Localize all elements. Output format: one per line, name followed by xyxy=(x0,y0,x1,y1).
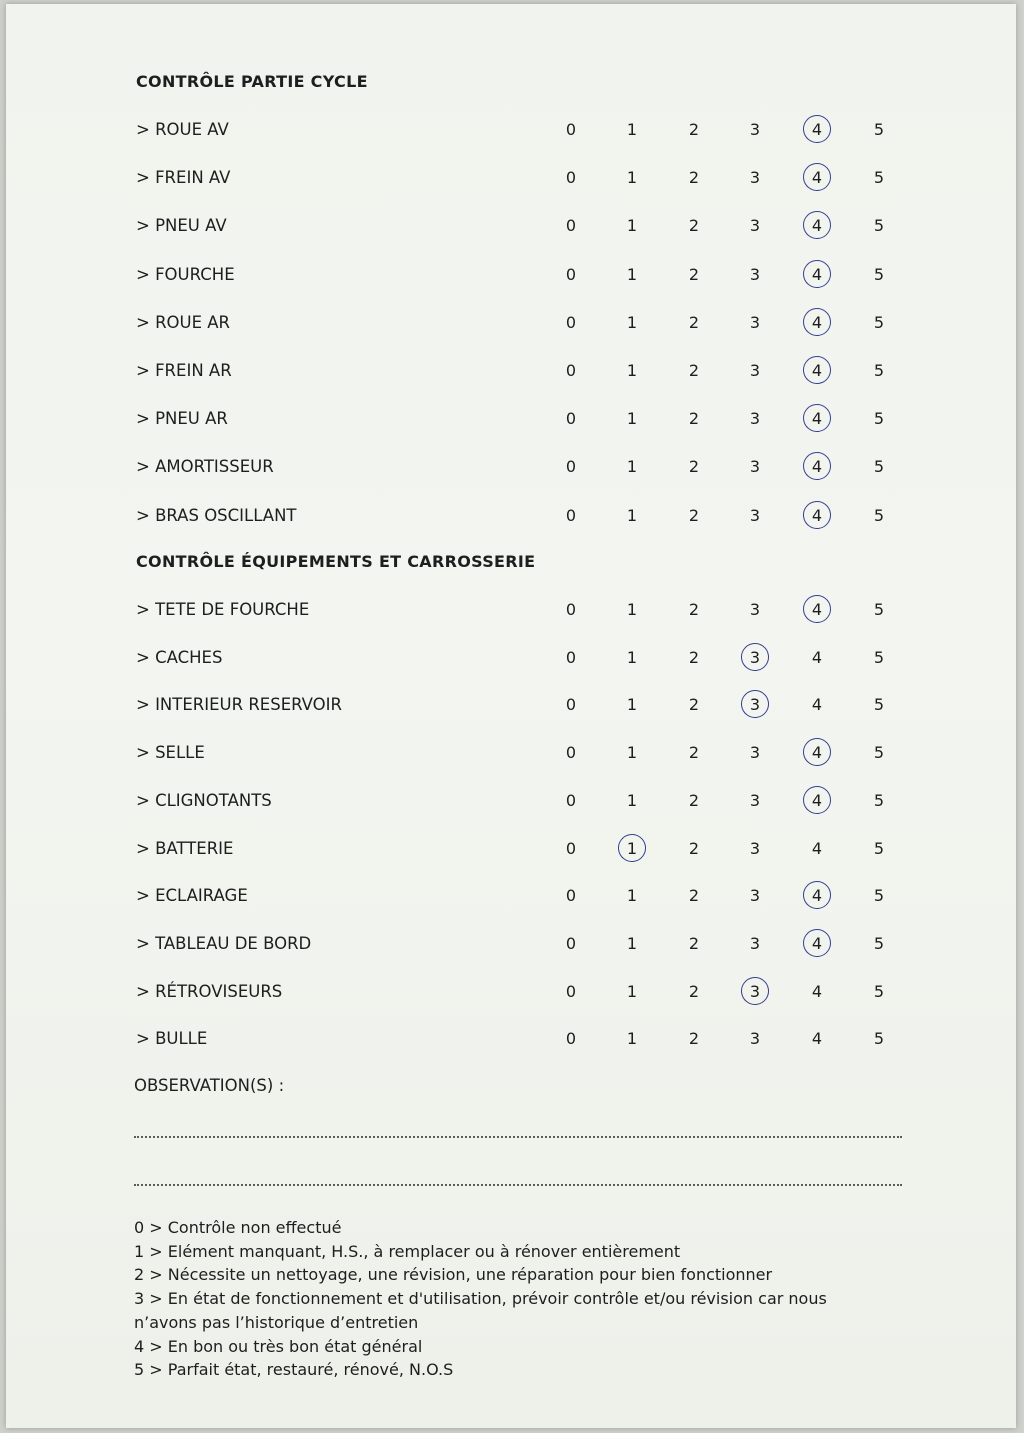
score-number: 3 xyxy=(749,838,761,858)
score-number: 4 xyxy=(811,886,823,906)
score-option-5[interactable] xyxy=(864,1027,894,1051)
score-number: 5 xyxy=(873,886,885,906)
score-number: 5 xyxy=(873,695,885,715)
score-legend xyxy=(134,1216,904,1382)
score-number: 4 xyxy=(811,790,823,810)
score-option-5[interactable] xyxy=(864,504,894,528)
score-option-0[interactable] xyxy=(556,407,586,431)
score-option-2[interactable] xyxy=(679,118,709,142)
score-option-2[interactable] xyxy=(679,932,709,956)
score-option-4[interactable] xyxy=(802,598,832,622)
score-option-5[interactable] xyxy=(864,932,894,956)
score-option-0[interactable] xyxy=(556,1027,586,1051)
score-option-3[interactable] xyxy=(740,1027,770,1051)
score-option-4[interactable] xyxy=(802,980,832,1004)
score-number: 5 xyxy=(873,505,885,525)
rating-row-label: > ECLAIRAGE xyxy=(136,886,248,906)
score-option-5[interactable] xyxy=(864,263,894,287)
score-number: 3 xyxy=(749,933,761,953)
rating-row xyxy=(136,405,916,433)
score-number: 4 xyxy=(811,695,823,715)
score-option-3[interactable] xyxy=(740,263,770,287)
rating-row-label: > INTERIEUR RESERVOIR xyxy=(136,695,342,715)
score-number: 1 xyxy=(626,505,638,525)
score-number: 4 xyxy=(811,264,823,284)
score-option-3[interactable] xyxy=(740,837,770,861)
score-number: 2 xyxy=(688,1029,700,1049)
rating-row-label: > FOURCHE xyxy=(136,264,235,284)
score-number: 1 xyxy=(626,695,638,715)
legend-line: 4 > En bon ou très bon état général xyxy=(134,1336,423,1356)
legend-line: 5 > Parfait état, restauré, rénové, N.O.S xyxy=(134,1360,454,1380)
score-option-2[interactable] xyxy=(679,884,709,908)
score-number: 2 xyxy=(688,647,700,667)
score-option-3[interactable] xyxy=(740,311,770,335)
score-option-4[interactable] xyxy=(802,789,832,813)
score-number: 2 xyxy=(688,168,700,188)
form-page xyxy=(6,4,1016,1428)
score-option-4[interactable] xyxy=(802,359,832,383)
score-option-1[interactable] xyxy=(617,359,647,383)
score-option-5[interactable] xyxy=(864,214,894,238)
score-number: 3 xyxy=(749,981,761,1001)
score-number: 5 xyxy=(873,312,885,332)
score-number: 5 xyxy=(873,168,885,188)
score-number: 1 xyxy=(626,361,638,380)
score-option-1[interactable] xyxy=(617,741,647,765)
score-option-1[interactable] xyxy=(617,1027,647,1051)
score-option-1[interactable] xyxy=(617,789,647,813)
observation-line[interactable] xyxy=(134,1136,902,1138)
rating-row xyxy=(136,453,916,481)
rating-row-label: > ROUE AR xyxy=(136,312,231,332)
score-option-2[interactable] xyxy=(679,214,709,238)
score-option-4[interactable] xyxy=(802,311,832,335)
score-number: 5 xyxy=(873,790,885,810)
score-option-0[interactable] xyxy=(556,693,586,717)
score-option-3[interactable] xyxy=(740,598,770,622)
rating-row-label: > SELLE xyxy=(136,743,205,763)
score-number: 3 xyxy=(749,505,761,525)
score-number: 4 xyxy=(811,457,823,477)
score-number: 0 xyxy=(565,695,577,715)
score-number: 1 xyxy=(626,168,638,188)
score-option-2[interactable] xyxy=(679,741,709,765)
rating-row-label: > AMORTISSEUR xyxy=(136,457,274,477)
score-option-3[interactable] xyxy=(740,884,770,908)
score-option-3[interactable] xyxy=(740,504,770,528)
rating-row xyxy=(136,930,916,958)
score-number: 5 xyxy=(873,457,885,477)
score-option-1[interactable] xyxy=(617,504,647,528)
score-option-3[interactable] xyxy=(740,214,770,238)
score-number: 4 xyxy=(811,216,823,236)
score-number: 2 xyxy=(688,120,700,139)
score-option-4[interactable] xyxy=(802,118,832,142)
score-number: 2 xyxy=(688,409,700,429)
score-option-0[interactable] xyxy=(556,598,586,622)
score-option-3[interactable] xyxy=(740,359,770,383)
score-option-0[interactable] xyxy=(556,359,586,383)
rating-row xyxy=(136,596,916,624)
score-number: 0 xyxy=(565,457,577,477)
score-number: 2 xyxy=(688,505,700,525)
score-number: 4 xyxy=(811,933,823,953)
score-number: 4 xyxy=(811,409,823,429)
score-number: 1 xyxy=(626,933,638,953)
score-option-1[interactable] xyxy=(617,407,647,431)
score-number: 1 xyxy=(626,409,638,429)
score-number: 5 xyxy=(873,1029,885,1049)
score-option-3[interactable] xyxy=(740,789,770,813)
score-option-2[interactable] xyxy=(679,455,709,479)
rating-row-label: > ROUE AV xyxy=(136,120,229,139)
score-option-3[interactable] xyxy=(740,118,770,142)
rating-row-label: > FREIN AV xyxy=(136,168,231,188)
score-number: 2 xyxy=(688,838,700,858)
rating-row xyxy=(136,739,916,767)
section-title-cycle: CONTRÔLE PARTIE CYCLE xyxy=(136,72,368,91)
score-number: 3 xyxy=(749,647,761,667)
score-option-3[interactable] xyxy=(740,980,770,1004)
score-option-2[interactable] xyxy=(679,263,709,287)
score-option-4[interactable] xyxy=(802,837,832,861)
score-option-2[interactable] xyxy=(679,980,709,1004)
rating-row-label: > TETE DE FOURCHE xyxy=(136,600,310,619)
score-option-5[interactable] xyxy=(864,455,894,479)
score-number: 0 xyxy=(565,838,577,858)
rating-row-label: > PNEU AV xyxy=(136,216,227,236)
rating-row xyxy=(136,787,916,815)
rating-row xyxy=(136,691,916,719)
score-option-5[interactable] xyxy=(864,359,894,383)
score-number: 4 xyxy=(811,1029,823,1049)
rating-row xyxy=(136,261,916,289)
score-number: 5 xyxy=(873,933,885,953)
score-option-2[interactable] xyxy=(679,693,709,717)
score-option-1[interactable] xyxy=(617,263,647,287)
score-number: 1 xyxy=(626,264,638,284)
score-number: 0 xyxy=(565,361,577,380)
score-number: 4 xyxy=(811,505,823,525)
score-option-2[interactable] xyxy=(679,407,709,431)
score-option-2[interactable] xyxy=(679,598,709,622)
score-number: 4 xyxy=(811,838,823,858)
score-option-1[interactable] xyxy=(617,214,647,238)
score-number: 4 xyxy=(811,981,823,1001)
score-number: 0 xyxy=(565,1029,577,1049)
score-option-3[interactable] xyxy=(740,932,770,956)
score-number: 0 xyxy=(565,216,577,236)
score-number: 1 xyxy=(626,216,638,236)
score-number: 1 xyxy=(626,981,638,1001)
score-number: 0 xyxy=(565,312,577,332)
score-option-4[interactable] xyxy=(802,263,832,287)
section-title-equipment: CONTRÔLE ÉQUIPEMENTS ET CARROSSERIE xyxy=(136,552,536,571)
score-option-2[interactable] xyxy=(679,166,709,190)
score-option-3[interactable] xyxy=(740,166,770,190)
score-number: 4 xyxy=(811,600,823,619)
score-number: 0 xyxy=(565,505,577,525)
score-option-2[interactable] xyxy=(679,1027,709,1051)
score-number: 1 xyxy=(626,457,638,477)
score-number: 3 xyxy=(749,409,761,429)
score-number: 1 xyxy=(626,312,638,332)
score-option-5[interactable] xyxy=(864,118,894,142)
score-number: 4 xyxy=(811,361,823,380)
score-number: 2 xyxy=(688,695,700,715)
rating-row xyxy=(136,978,916,1006)
score-option-4[interactable] xyxy=(802,741,832,765)
score-option-3[interactable] xyxy=(740,693,770,717)
score-option-1[interactable] xyxy=(617,455,647,479)
score-number: 5 xyxy=(873,647,885,667)
score-option-4[interactable] xyxy=(802,646,832,670)
score-option-0[interactable] xyxy=(556,263,586,287)
score-option-0[interactable] xyxy=(556,646,586,670)
score-number: 2 xyxy=(688,600,700,619)
score-option-5[interactable] xyxy=(864,166,894,190)
score-option-0[interactable] xyxy=(556,311,586,335)
score-number: 2 xyxy=(688,264,700,284)
legend-line: n’avons pas l’historique d’entretien xyxy=(134,1312,419,1332)
score-number: 0 xyxy=(565,743,577,763)
score-option-5[interactable] xyxy=(864,598,894,622)
score-option-5[interactable] xyxy=(864,884,894,908)
score-number: 3 xyxy=(749,600,761,619)
score-number: 4 xyxy=(811,312,823,332)
legend-line: 1 > Elément manquant, H.S., à remplacer ou à rénover entièrement xyxy=(134,1241,681,1261)
score-number: 3 xyxy=(749,886,761,906)
score-number: 5 xyxy=(873,120,885,139)
score-option-4[interactable] xyxy=(802,455,832,479)
score-number: 3 xyxy=(749,264,761,284)
observation-line[interactable] xyxy=(134,1184,902,1186)
score-option-5[interactable] xyxy=(864,311,894,335)
score-option-1[interactable] xyxy=(617,166,647,190)
score-number: 1 xyxy=(626,1029,638,1049)
rating-row-label: > TABLEAU DE BORD xyxy=(136,933,312,953)
score-number: 2 xyxy=(688,933,700,953)
score-number: 0 xyxy=(565,981,577,1001)
score-option-4[interactable] xyxy=(802,166,832,190)
score-option-0[interactable] xyxy=(556,884,586,908)
score-number: 2 xyxy=(688,981,700,1001)
rating-row xyxy=(136,882,916,910)
score-option-1[interactable] xyxy=(617,598,647,622)
rating-row xyxy=(136,835,916,863)
score-option-0[interactable] xyxy=(556,455,586,479)
score-option-1[interactable] xyxy=(617,118,647,142)
score-number: 1 xyxy=(626,647,638,667)
score-option-3[interactable] xyxy=(740,455,770,479)
rating-row xyxy=(136,212,916,240)
score-number: 5 xyxy=(873,264,885,284)
score-option-0[interactable] xyxy=(556,504,586,528)
rating-row xyxy=(136,164,916,192)
score-number: 0 xyxy=(565,933,577,953)
observations-label: OBSERVATION(S) : xyxy=(134,1076,285,1095)
score-number: 1 xyxy=(626,120,638,139)
score-option-5[interactable] xyxy=(864,980,894,1004)
score-number: 0 xyxy=(565,168,577,188)
score-option-2[interactable] xyxy=(679,646,709,670)
score-option-1[interactable] xyxy=(617,646,647,670)
score-number: 3 xyxy=(749,695,761,715)
score-number: 1 xyxy=(626,600,638,619)
score-option-4[interactable] xyxy=(802,884,832,908)
score-option-5[interactable] xyxy=(864,646,894,670)
score-number: 3 xyxy=(749,120,761,139)
rating-row-label: > CLIGNOTANTS xyxy=(136,790,272,810)
rating-row-label: > BULLE xyxy=(136,1029,208,1049)
score-option-0[interactable] xyxy=(556,214,586,238)
score-number: 1 xyxy=(626,790,638,810)
score-number: 3 xyxy=(749,1029,761,1049)
legend-line: 0 > Contrôle non effectué xyxy=(134,1218,342,1237)
score-number: 2 xyxy=(688,216,700,236)
rating-row-label: > RÉTROVISEURS xyxy=(136,981,283,1001)
score-option-2[interactable] xyxy=(679,359,709,383)
score-option-2[interactable] xyxy=(679,837,709,861)
score-option-4[interactable] xyxy=(802,214,832,238)
score-option-0[interactable] xyxy=(556,118,586,142)
score-number: 5 xyxy=(873,600,885,619)
score-number: 2 xyxy=(688,886,700,906)
rating-row xyxy=(136,116,916,144)
score-number: 3 xyxy=(749,312,761,332)
score-option-5[interactable] xyxy=(864,789,894,813)
score-number: 3 xyxy=(749,216,761,236)
score-option-4[interactable] xyxy=(802,932,832,956)
score-number: 5 xyxy=(873,981,885,1001)
score-option-0[interactable] xyxy=(556,980,586,1004)
score-option-4[interactable] xyxy=(802,1027,832,1051)
score-option-1[interactable] xyxy=(617,932,647,956)
legend-line: 3 > En état de fonctionnement et d'utilisation, prévoir contrôle et/ou révision car nous xyxy=(134,1289,827,1309)
rating-row xyxy=(136,357,916,385)
score-option-5[interactable] xyxy=(864,407,894,431)
score-number: 0 xyxy=(565,790,577,810)
rating-row-label: > PNEU AR xyxy=(136,409,228,429)
rating-row xyxy=(136,309,916,337)
score-option-1[interactable] xyxy=(617,311,647,335)
score-number: 4 xyxy=(811,743,823,763)
score-option-4[interactable] xyxy=(802,407,832,431)
score-number: 3 xyxy=(749,457,761,477)
score-option-5[interactable] xyxy=(864,693,894,717)
rating-row xyxy=(136,644,916,672)
score-number: 5 xyxy=(873,838,885,858)
score-number: 0 xyxy=(565,886,577,906)
rating-row-label: > CACHES xyxy=(136,647,223,667)
legend-line: 2 > Nécessite un nettoyage, une révision, une réparation pour bien fonctionner xyxy=(134,1265,773,1285)
score-option-2[interactable] xyxy=(679,311,709,335)
score-option-1[interactable] xyxy=(617,837,647,861)
score-option-2[interactable] xyxy=(679,504,709,528)
rating-row-label: > FREIN AR xyxy=(136,361,232,380)
score-number: 2 xyxy=(688,312,700,332)
score-option-4[interactable] xyxy=(802,693,832,717)
score-number: 4 xyxy=(811,168,823,188)
score-number: 3 xyxy=(749,361,761,380)
rating-row xyxy=(136,1025,916,1053)
score-option-5[interactable] xyxy=(864,837,894,861)
score-number: 2 xyxy=(688,790,700,810)
score-number: 4 xyxy=(811,647,823,667)
score-option-0[interactable] xyxy=(556,166,586,190)
score-number: 3 xyxy=(749,743,761,763)
rating-row-label: > BATTERIE xyxy=(136,838,234,858)
score-number: 5 xyxy=(873,743,885,763)
score-number: 0 xyxy=(565,120,577,139)
score-number: 5 xyxy=(873,216,885,236)
score-option-0[interactable] xyxy=(556,741,586,765)
score-option-3[interactable] xyxy=(740,741,770,765)
score-number: 2 xyxy=(688,457,700,477)
score-option-3[interactable] xyxy=(740,407,770,431)
score-option-1[interactable] xyxy=(617,884,647,908)
score-number: 0 xyxy=(565,264,577,284)
score-option-4[interactable] xyxy=(802,504,832,528)
score-number: 0 xyxy=(565,600,577,619)
score-number: 0 xyxy=(565,647,577,667)
score-number: 1 xyxy=(626,743,638,763)
score-number: 4 xyxy=(811,120,823,139)
score-number: 1 xyxy=(626,886,638,906)
rating-row xyxy=(136,502,916,530)
score-option-0[interactable] xyxy=(556,932,586,956)
score-number: 2 xyxy=(688,743,700,763)
score-number: 0 xyxy=(565,409,577,429)
score-option-3[interactable] xyxy=(740,646,770,670)
score-option-2[interactable] xyxy=(679,789,709,813)
score-option-1[interactable] xyxy=(617,980,647,1004)
score-option-0[interactable] xyxy=(556,837,586,861)
score-number: 3 xyxy=(749,790,761,810)
score-number: 2 xyxy=(688,361,700,380)
score-option-5[interactable] xyxy=(864,741,894,765)
score-number: 5 xyxy=(873,361,885,380)
score-option-0[interactable] xyxy=(556,789,586,813)
score-number: 1 xyxy=(626,838,638,858)
score-number: 3 xyxy=(749,168,761,188)
score-number: 5 xyxy=(873,409,885,429)
score-option-1[interactable] xyxy=(617,693,647,717)
rating-row-label: > BRAS OSCILLANT xyxy=(136,505,297,525)
